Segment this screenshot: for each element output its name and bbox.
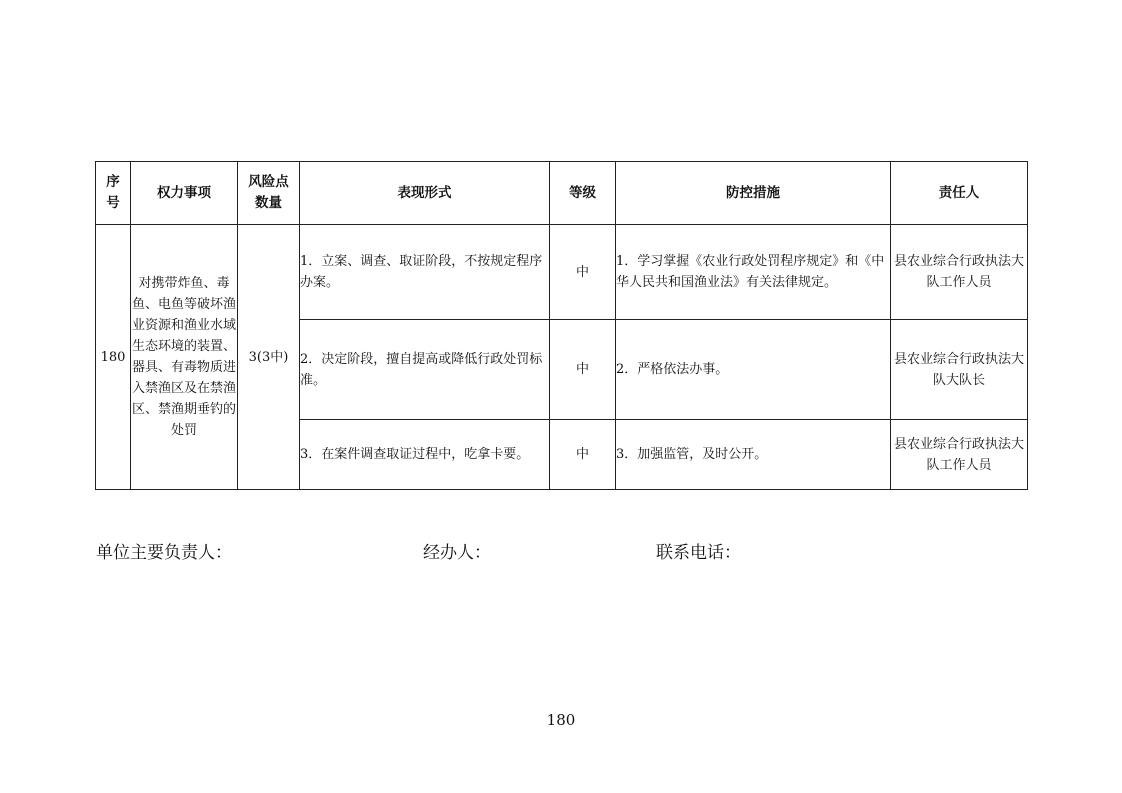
header-seq-label: 序号	[106, 174, 120, 211]
cell-seq: 180	[96, 225, 131, 490]
header-power-item: 权力事项	[131, 162, 238, 225]
footer-unit-head: 单位主要负责人：	[96, 543, 232, 563]
cell-measures-3: 3．加强监管，及时公开。	[616, 420, 891, 490]
cell-responsible-1: 县农业综合行政执法大队工作人员	[891, 225, 1028, 320]
cell-manifestation-3: 3．在案件调查取证过程中，吃拿卡要。	[300, 420, 550, 490]
cell-responsible-3: 县农业综合行政执法大队工作人员	[891, 420, 1028, 490]
cell-level-1: 中	[550, 225, 616, 320]
header-risk-count	[238, 162, 300, 225]
header-level: 等级	[550, 162, 616, 225]
header-manifestation: 表现形式	[300, 162, 550, 225]
header-responsible: 责任人	[891, 162, 1028, 225]
cell-manifestation-1: 1．立案、调查、取证阶段，不按规定程序办案。	[300, 225, 550, 320]
cell-risk-count: 3(3中)	[238, 225, 300, 490]
footer-handler: 经办人：	[423, 543, 491, 563]
cell-manifestation-2: 2．决定阶段，擅自提高或降低行政处罚标准。	[300, 320, 550, 420]
cell-measures-1: 1．学习掌握《农业行政处罚程序规定》和《中华人民共和国渔业法》有关法律规定。	[616, 225, 891, 320]
header-seq	[96, 162, 131, 225]
cell-power-item: 对携带炸鱼、毒鱼、电鱼等破坏渔业资源和渔业水域生态环境的装置、器具、有毒物质进入禁渔区及在禁渔区、禁渔期垂钓的处罚	[131, 225, 238, 490]
footer-phone: 联系电话：	[656, 543, 741, 563]
header-measures: 防控措施	[616, 162, 891, 225]
risk-table	[95, 161, 1028, 490]
page-number: 180	[546, 711, 576, 729]
cell-measures-2: 2．严格依法办事。	[616, 320, 891, 420]
cell-level-2: 中	[550, 320, 616, 420]
table-row	[96, 225, 1028, 320]
cell-level-3: 中	[550, 420, 616, 490]
table-header-row	[96, 162, 1028, 225]
header-risk-count-label: 风险点数量	[248, 174, 289, 211]
cell-responsible-2: 县农业综合行政执法大队大队长	[891, 320, 1028, 420]
